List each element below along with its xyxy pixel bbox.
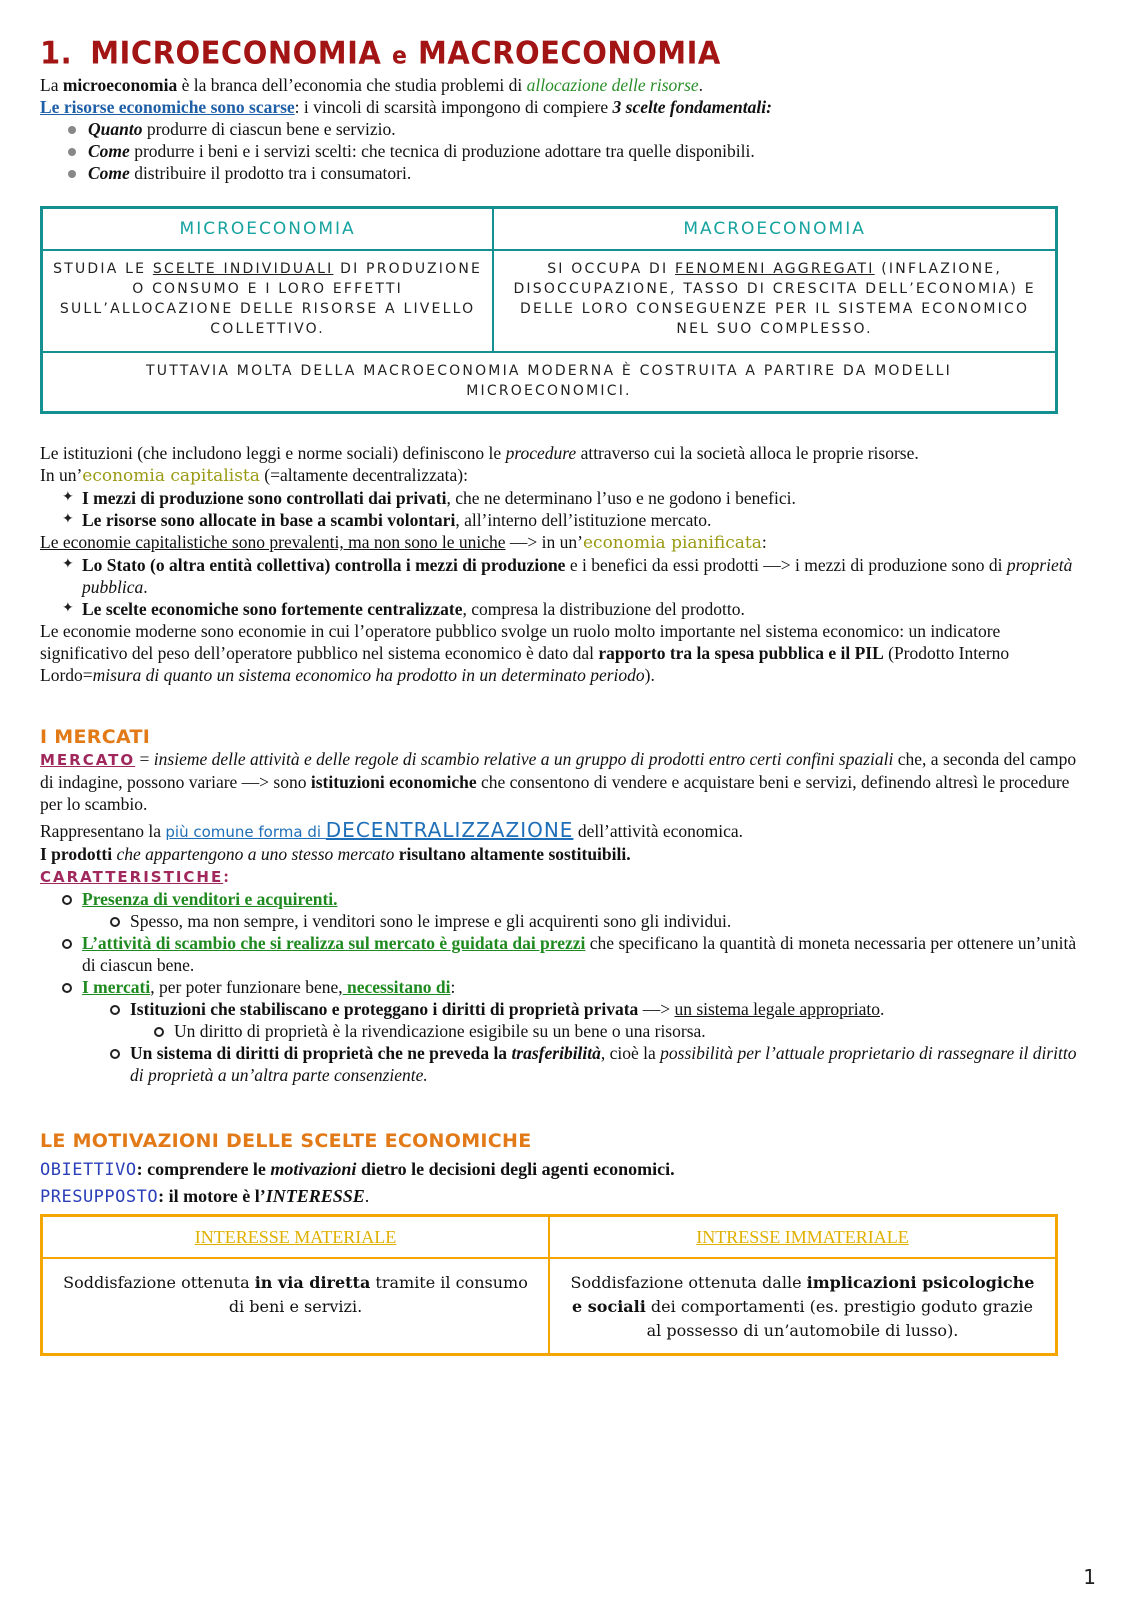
macro-header: MACROECONOMIA: [493, 208, 1056, 251]
list-item: Come distribuire il prodotto tra i consumatori.: [88, 162, 1090, 184]
characteristics-label: CARATTERISTICHE:: [40, 866, 230, 886]
assumption-line: PRESUPPOSTO: il motore è l’INTERESSE.: [40, 1186, 370, 1207]
list-item: Quanto produrre di ciascun bene e servizio.: [88, 118, 1090, 140]
section-heading-motivazioni: LE MOTIVAZIONI DELLE SCELTE ECONOMICHE: [40, 1130, 532, 1152]
objective-line: OBIETTIVO: comprendere le motivazioni dietro le decisioni degli agenti economici.: [40, 1159, 675, 1180]
decentralization-paragraph: Rappresentano la più comune forma di DECENTRALIZZAZIONE dell’attività economica.: [40, 818, 744, 842]
institutions-paragraph: Le istituzioni (che includono leggi e norme sociali) definiscono le procedure attraverso cui la società alloca le proprie risorse.: [40, 443, 919, 463]
list-item: Istituzioni che stabiliscano e proteggano i diritti di proprietà privata —> un sistema legale appropriato.: [130, 998, 1090, 1020]
list-item: Un sistema di diritti di proprietà che ne preveda la trasferibilità, cioè la possibilità per l’attuale proprietario di rassegnare il diritto di proprietà a un’altra parte consenziente.: [130, 1042, 1090, 1086]
material-interest-header: INTERESSE MATERIALE: [42, 1216, 550, 1259]
micro-description: STUDIA LE SCELTE INDIVIDUALI DI PRODUZIONE O CONSUMO E I LORO EFFETTI SULL’ALLOCAZIONE DELLE RISORSE A LIVELLO COLLETTIVO.: [42, 250, 494, 352]
modern-economies-paragraph: Le economie moderne sono economie in cui l’operatore pubblico svolge un ruolo molto importante nel sistema economico: un indicatore significativo del peso dell’operatore pubblico nel sistema economico è dato dal rapporto tra la spesa pubblica e il PIL (Prodotto Interno Lordo=misura di quanto un sistema economico ha prodotto in un determinato periodo).: [40, 621, 1010, 685]
market-definition: MERCATO = insieme delle attività e delle regole di scambio relative a un gruppo di prodotti entro certi confini spaziali che, a seconda del campo di indagine, possono variare —> sono istituzioni economiche che consentono di vendere e acquistare beni e servizi, definendo altresì le procedure per lo scambio.: [40, 749, 1077, 814]
interest-table: [40, 1214, 1058, 1356]
capitalist-intro: In un’economia capitalista (=altamente decentralizzata):: [40, 465, 468, 486]
planned-intro: Le economie capitalistiche sono prevalenti, ma non sono le uniche —> in un’economia pianificata:: [40, 532, 767, 553]
intro-paragraph: La microeconomia è la branca dell’economia che studia problemi di allocazione delle risorse.: [40, 75, 704, 95]
section-heading-mercati: I MERCATI: [40, 726, 151, 748]
list-item: I mercati, per poter funzionare bene, necessitano di:: [82, 976, 1090, 998]
sublist: [40, 1042, 1090, 1086]
capitalist-list: [40, 487, 1090, 531]
table-footer-note: TUTTAVIA MOLTA DELLA MACROECONOMIA MODERNA È COSTRUITA A PARTIRE DA MODELLI MICROECONOMICI.: [42, 352, 1057, 413]
sublist: [40, 1020, 1090, 1042]
list-item: ✦ Lo Stato (o altra entità collettiva) controlla i mezzi di produzione e i benefici da essi prodotti —> i mezzi di produzione sono di proprietà pubblica.: [82, 554, 1090, 598]
list-item: ✦ Le scelte economiche sono fortemente centralizzate, compresa la distribuzione del prodotto.: [82, 598, 1090, 620]
document-page: [40, 36, 1090, 1356]
planned-list: [40, 554, 1090, 620]
list-item: L’attività di scambio che si realizza sul mercato è guidata dai prezzi che specificano la quantità di moneta necessaria per ottenere un’unità di ciascun bene.: [82, 932, 1090, 976]
material-interest-description: Soddisfazione ottenuta in via diretta tramite il consumo di beni e servizi.: [42, 1258, 550, 1355]
characteristics-list-cont: [40, 932, 1090, 998]
list-item: ✦ Le risorse sono allocate in base a scambi volontari, all’interno dell’istituzione mercato.: [82, 509, 1090, 531]
micro-header: MICROECONOMIA: [42, 208, 494, 251]
choices-list: [40, 118, 1090, 184]
scarcity-link[interactable]: Le risorse economiche sono scarse: [40, 97, 295, 117]
list-item: Un diritto di proprietà è la rivendicazione esigibile su un bene o una risorsa.: [174, 1020, 1090, 1042]
list-item: Presenza di venditori e acquirenti.: [82, 888, 1090, 910]
micro-macro-table: [40, 206, 1058, 414]
list-item: ✦ I mezzi di produzione sono controllati dai privati, che ne determinano l’uso e ne godono i benefici.: [82, 487, 1090, 509]
page-number: 1: [1083, 1565, 1096, 1589]
immaterial-interest-description: Soddisfazione ottenuta dalle implicazioni psicologiche e sociali dei comportamenti (es. prestigio goduto grazie al possesso di un’automobile di lusso).: [549, 1258, 1057, 1355]
characteristics-list: [40, 888, 1090, 910]
scarcity-paragraph: Le risorse economiche sono scarse: i vincoli di scarsità impongono di compiere 3 scelte fondamentali:: [40, 97, 772, 117]
sublist: [40, 998, 1090, 1020]
macro-description: SI OCCUPA DI FENOMENI AGGREGATI (INFLAZIONE, DISOCCUPAZIONE, TASSO DI CRESCITA DELL’ECONOMIA) E DELLE LORO CONSEGUENZE PER IL SISTEMA ECONOMICO NEL SUO COMPLESSO.: [493, 250, 1056, 352]
page-title: 1. MICROECONOMIA e MACROECONOMIA: [40, 34, 721, 72]
list-item: Spesso, ma non sempre, i venditori sono le imprese e gli acquirenti sono gli individui.: [130, 910, 1090, 932]
sublist: [40, 910, 1090, 932]
list-item: Come produrre i beni e i servizi scelti: che tecnica di produzione adottare tra quelle disponibili.: [88, 140, 1090, 162]
products-paragraph: I prodotti che appartengono a uno stesso mercato risultano altamente sostituibili.: [40, 844, 631, 864]
immaterial-interest-header: INTRESSE IMMATERIALE: [549, 1216, 1057, 1259]
